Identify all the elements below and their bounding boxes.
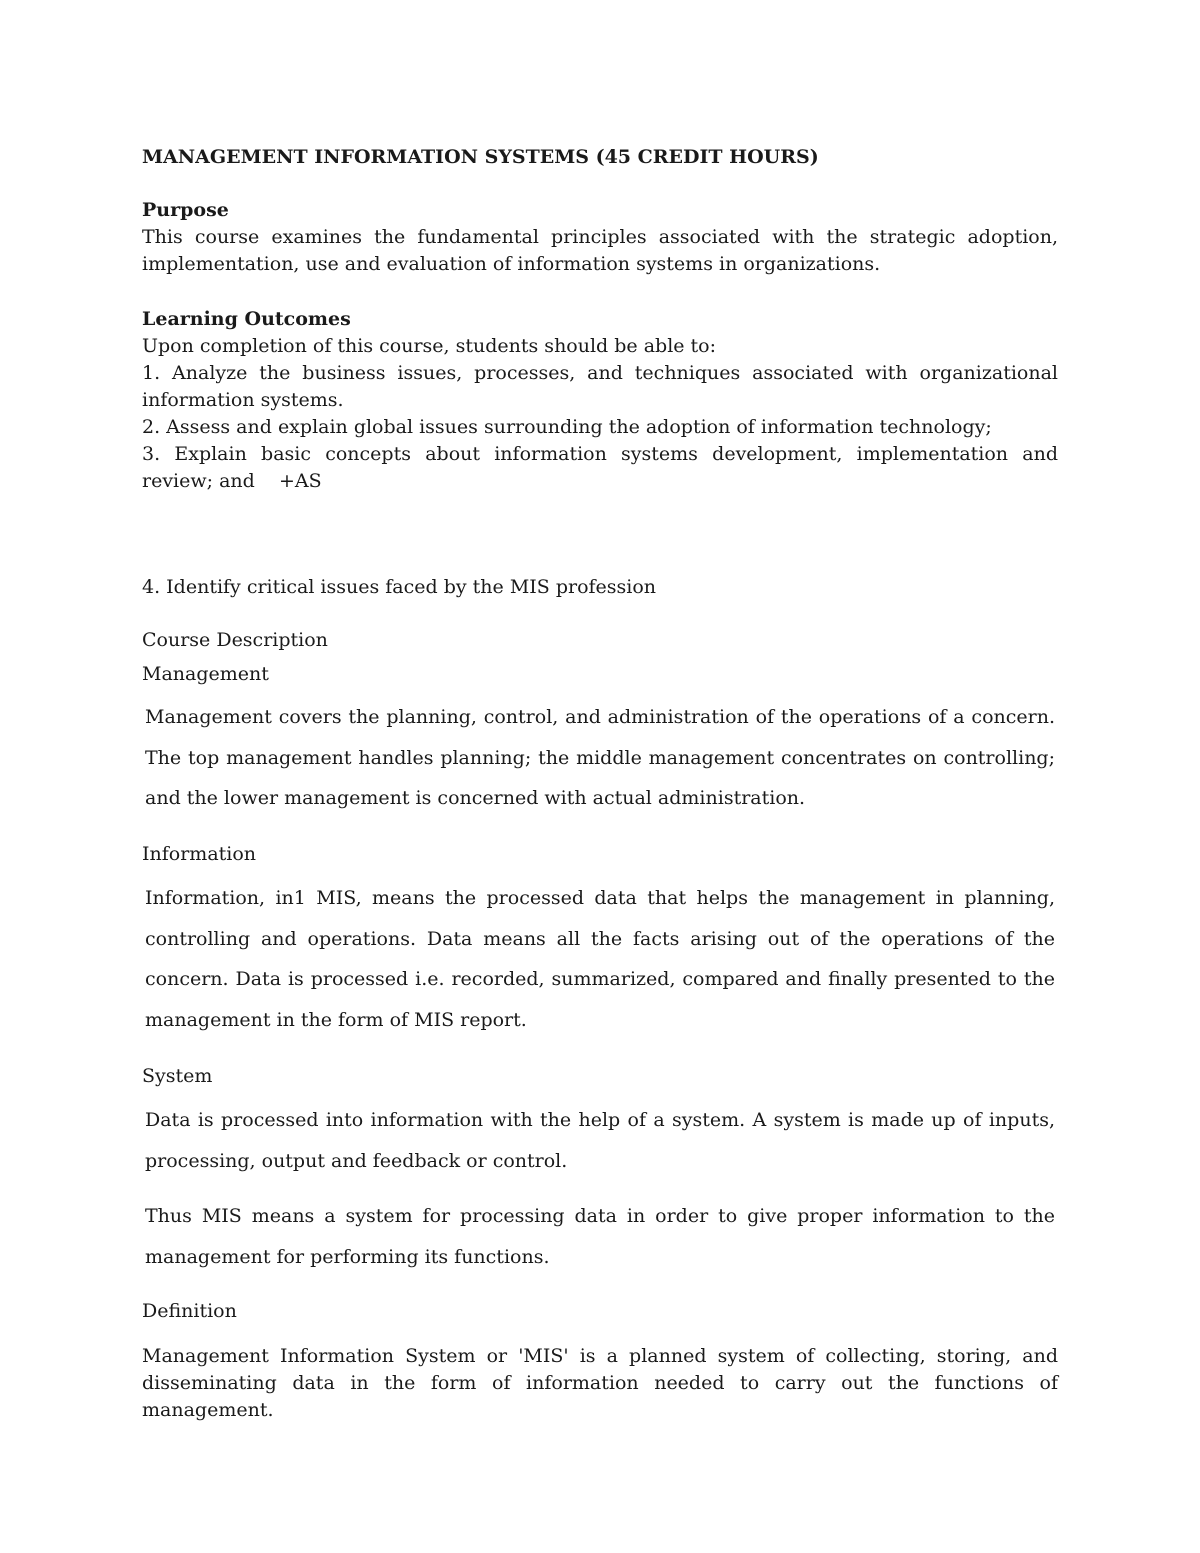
document-title: MANAGEMENT INFORMATION SYSTEMS (45 CREDIT HOURS) [142, 146, 819, 168]
learning-outcome-item: 2. Assess and explain global issues surrounding the adoption of information technology; [142, 416, 992, 438]
section-paragraph: Information, in1 MIS, means the processed data that helps the management in planning, controlling and operations. Data means all the facts arising out of the operations of the concern. Data is processed i.e. recorded, summarized, compared and finally presented to the management in the form of MIS report. [145, 887, 1055, 1031]
section-heading-system: System [142, 1065, 213, 1087]
learning-outcomes-intro: Upon completion of this course, students should be able to: [142, 335, 717, 357]
purpose-heading: Purpose [142, 199, 229, 221]
learning-outcome-item: 3. Explain basic concepts about information systems development, implementation and review; and +AS [142, 443, 1065, 492]
section-paragraph: Management Information System or 'MIS' is a planned system of collecting, storing, and disseminating data in the form of information needed to carry out the functions of management. [142, 1345, 1058, 1421]
section-heading-information: Information [142, 843, 257, 865]
learning-outcome-item: 4. Identify critical issues faced by the MIS profession [142, 576, 657, 598]
section-paragraph: Data is processed into information with the help of a system. A system is made up of inputs, processing, output and feedback or control. [145, 1109, 1055, 1172]
course-description-heading: Course Description [142, 629, 328, 651]
purpose-text: This course examines the fundamental principles associated with the strategic adoption, implementation, use and evaluation of information systems in organizations. [142, 226, 1058, 275]
section-paragraph: Thus MIS means a system for processing data in order to give proper information to the management for performing its functions. [145, 1205, 1055, 1268]
section-heading-definition: Definition [142, 1300, 237, 1322]
section-paragraph: Management covers the planning, control, and administration of the operations of a concern. The top management handles planning; the middle management concentrates on controlling; and the lower management is concerned with actual administration. [145, 706, 1055, 809]
learning-outcomes-heading: Learning Outcomes [142, 308, 351, 330]
section-heading-management: Management [142, 663, 269, 685]
learning-outcome-item: 1. Analyze the business issues, processes, and techniques associated with organizational information systems. [142, 362, 1058, 411]
